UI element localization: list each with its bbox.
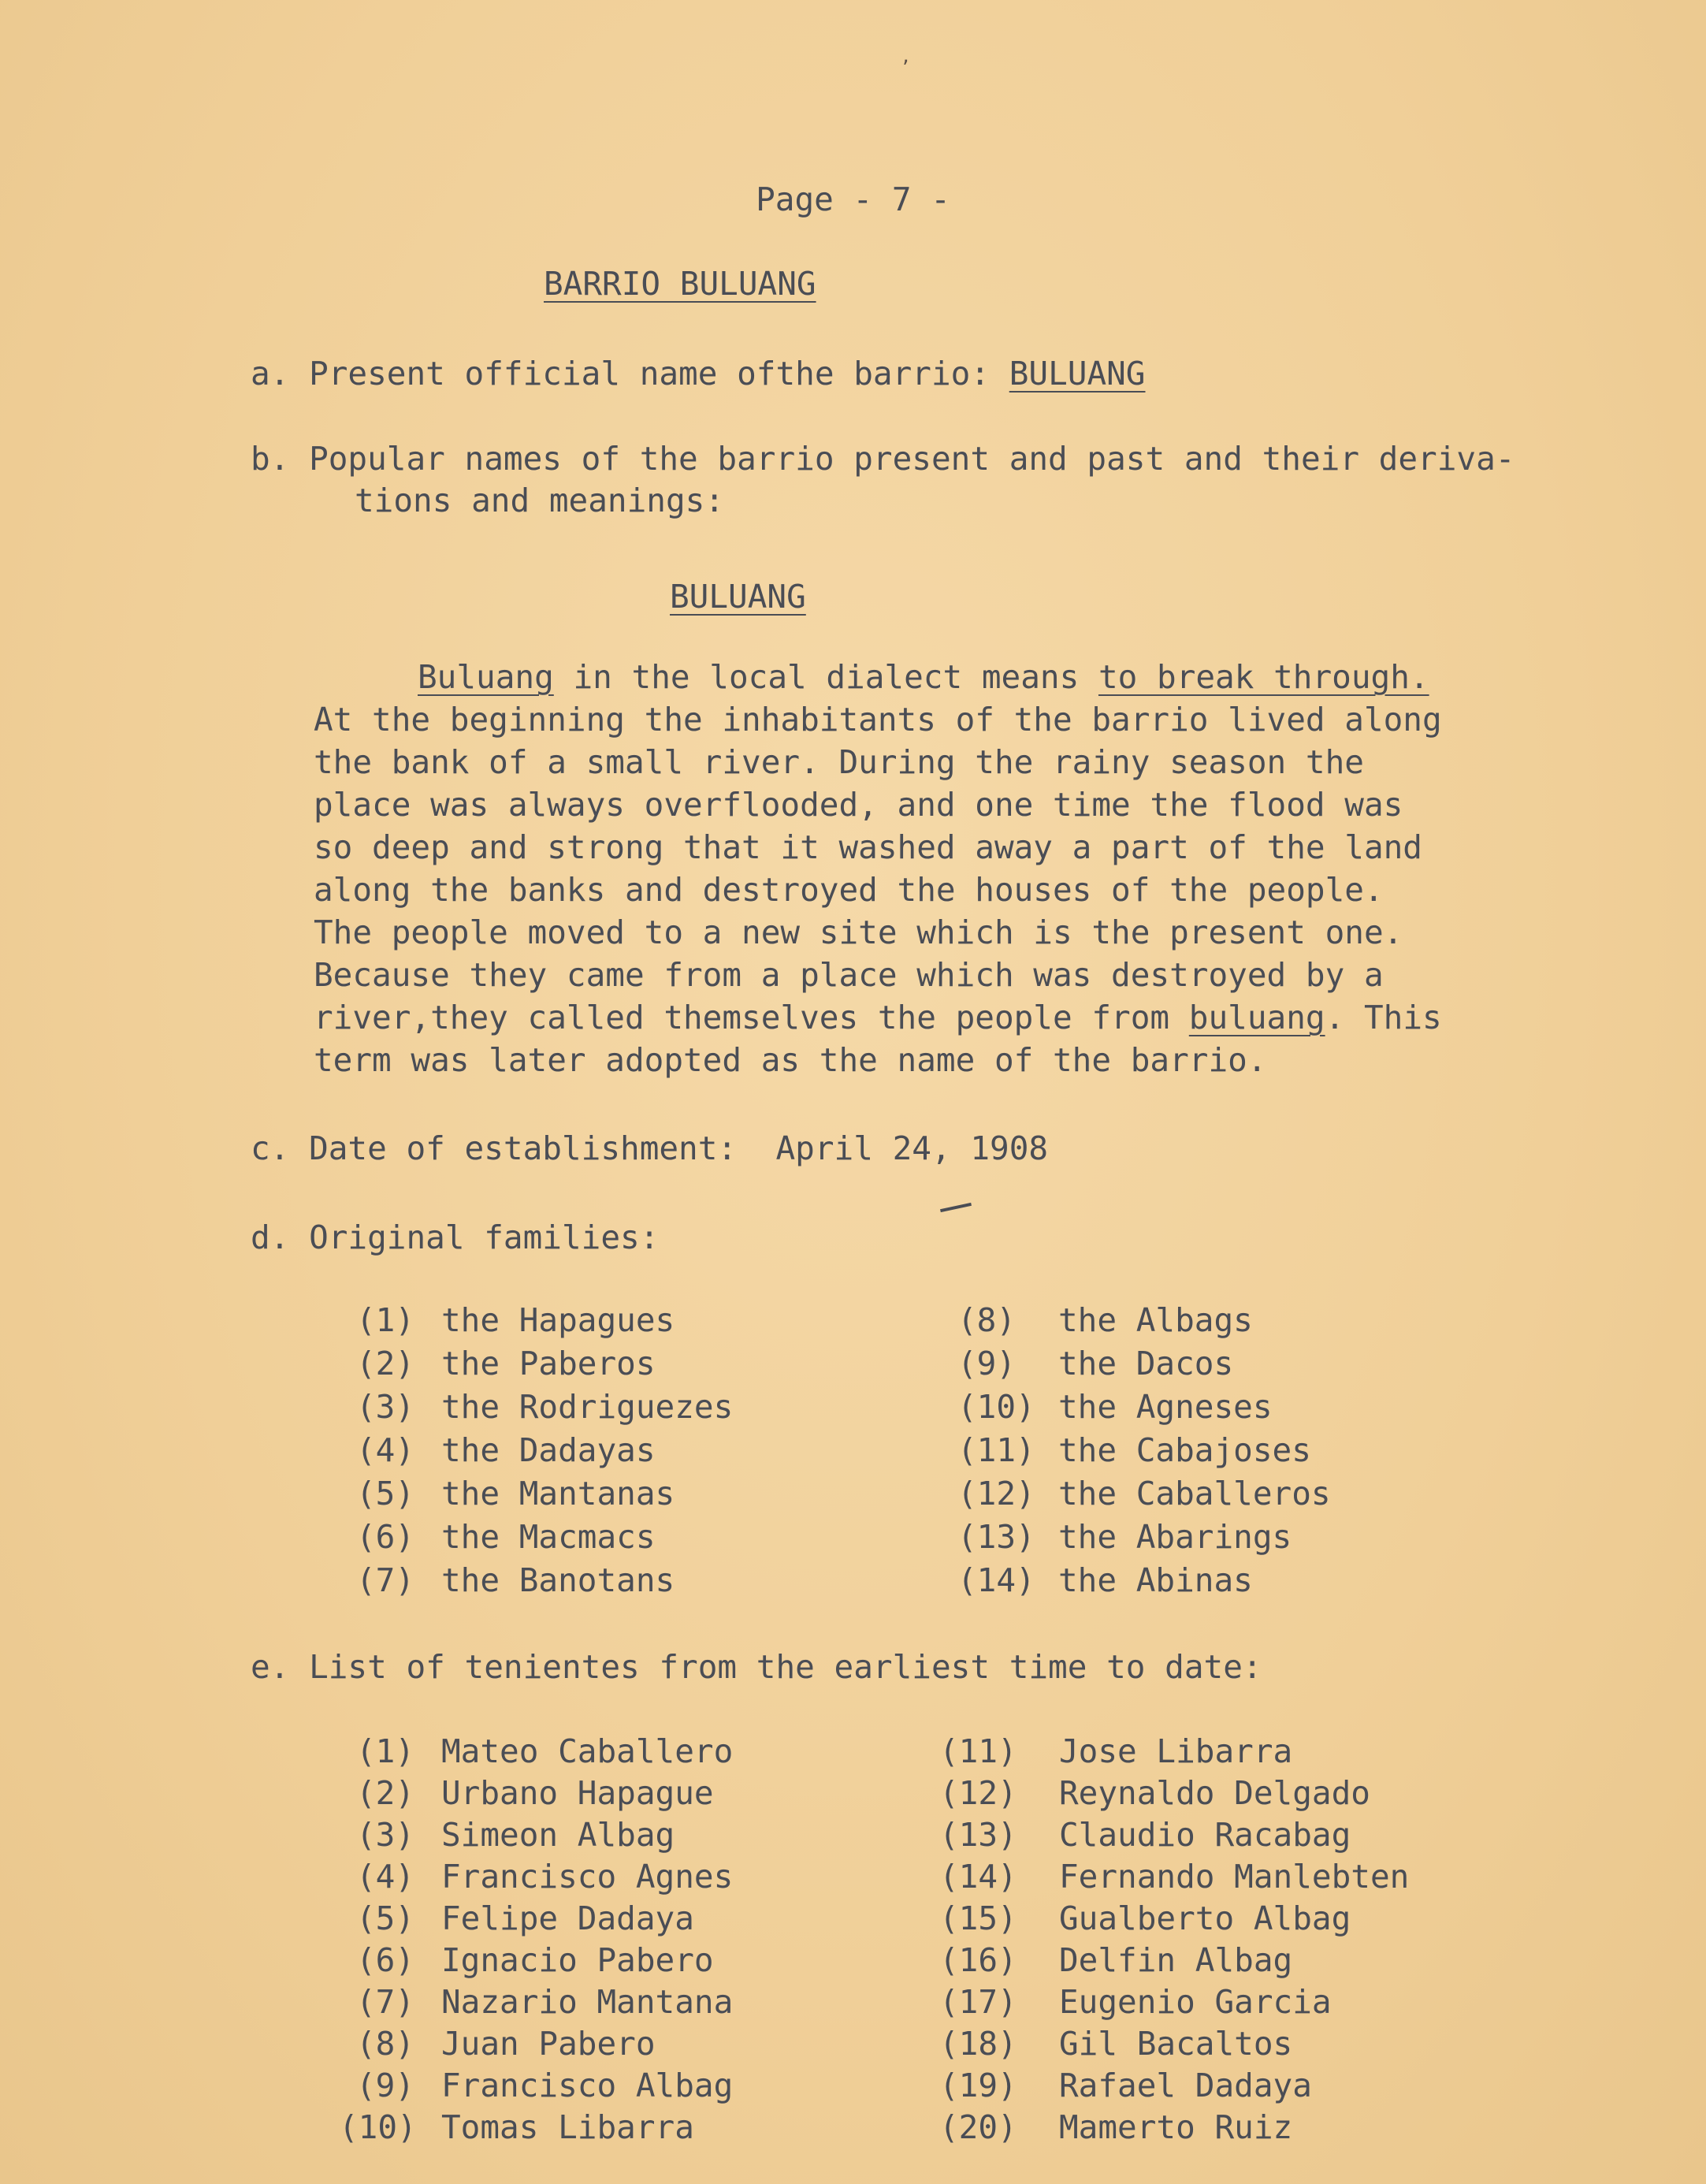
item-e — [251, 1646, 1262, 1688]
list-text: the Abarings — [1058, 1518, 1292, 1556]
list-num: (7) — [356, 1983, 415, 2021]
item-d-text: Original families: — [309, 1219, 660, 1256]
paragraph-line: place was always overflooded, and one time the flood was — [314, 786, 1403, 824]
list-text: the Dacos — [1058, 1345, 1234, 1382]
list-item — [939, 1814, 1409, 1856]
list-text: Fernando Manlebten — [1059, 1858, 1410, 1896]
list-item — [957, 1429, 1331, 1472]
list-item — [939, 2023, 1409, 2065]
list-item — [356, 1940, 733, 1981]
list-text: the Banotans — [441, 1561, 675, 1599]
list-text: Rafael Dadaya — [1059, 2067, 1312, 2104]
item-c-text: Date of establishment: — [309, 1129, 738, 1167]
list-num: (11) — [939, 1732, 1017, 1770]
list-num: (1) — [356, 1301, 415, 1339]
list-num: (11) — [957, 1431, 1035, 1469]
list-text: Reynaldo Delgado — [1059, 1774, 1370, 1812]
tenientes-column-1 — [339, 1731, 734, 2149]
list-item — [356, 1773, 733, 1814]
list-item — [957, 1299, 1331, 1342]
list-num: (8) — [356, 2025, 415, 2063]
list-num: (13) — [957, 1518, 1035, 1556]
paragraph-line: term was later adopted as the name of the barrio. — [314, 1041, 1267, 1079]
list-text: Ignacio Pabero — [441, 1941, 714, 1979]
list-text: the Cabajoses — [1058, 1431, 1311, 1469]
list-item — [356, 1898, 733, 1940]
list-item — [339, 2107, 733, 2149]
list-text: Gil Bacaltos — [1059, 2025, 1293, 2063]
line9-pre: river,they called themselves the people from — [314, 999, 1189, 1036]
list-num: (12) — [939, 1774, 1017, 1812]
list-item — [356, 1981, 733, 2023]
list-item — [957, 1472, 1331, 1516]
item-e-text: List of tenientes from the earliest time to date: — [309, 1648, 1262, 1686]
paragraph-line-1 — [418, 656, 1429, 698]
list-text: Francisco Agnes — [441, 1858, 734, 1896]
list-text: the Mantanas — [441, 1475, 675, 1512]
families-column-1 — [356, 1299, 733, 1602]
item-a-value: BULUANG — [1009, 355, 1146, 393]
item-b-line1 — [251, 437, 1515, 480]
list-text: Claudio Racabag — [1059, 1816, 1351, 1854]
paragraph-line-9 — [314, 996, 1442, 1039]
list-num: (7) — [356, 1561, 415, 1599]
list-num: (6) — [356, 1518, 415, 1556]
list-item — [356, 1386, 733, 1429]
list-num: (18) — [939, 2025, 1017, 2063]
document-title: BARRIO BULUANG — [544, 265, 816, 303]
lead-word: Buluang — [418, 658, 554, 696]
meaning: to break through. — [1098, 658, 1429, 696]
dash-mark — [940, 1203, 972, 1212]
list-num: (3) — [356, 1816, 415, 1854]
item-b-text: Popular names of the barrio present and past and their deriva- — [309, 440, 1515, 478]
list-num: (14) — [939, 1858, 1017, 1896]
list-item — [356, 1429, 733, 1472]
paragraph-line: Because they came from a place which was destroyed by a — [314, 956, 1384, 994]
tenientes-column-2 — [939, 1731, 1409, 2149]
list-text: Jose Libarra — [1059, 1732, 1293, 1770]
paragraph-line: along the banks and destroyed the houses of the people. — [314, 871, 1384, 909]
item-a-label: a. — [251, 355, 290, 393]
subtitle: BULUANG — [670, 578, 806, 616]
list-text: the Albags — [1058, 1301, 1253, 1339]
list-num: (2) — [356, 1774, 415, 1812]
ink-mark: , — [901, 47, 912, 67]
list-text: the Caballeros — [1058, 1475, 1331, 1512]
list-text: Felipe Dadaya — [441, 1899, 694, 1937]
list-num: (4) — [356, 1858, 415, 1896]
list-num: (15) — [939, 1899, 1017, 1937]
item-d — [251, 1216, 659, 1259]
list-num: (12) — [957, 1475, 1035, 1512]
list-text: the Hapagues — [441, 1301, 675, 1339]
list-item — [939, 1856, 1409, 1898]
list-item — [356, 1814, 733, 1856]
item-e-label: e. — [251, 1648, 290, 1686]
list-num: (14) — [957, 1561, 1035, 1599]
list-text: the Rodriguezes — [441, 1388, 734, 1426]
list-item — [356, 1472, 733, 1516]
list-text: the Macmacs — [441, 1518, 656, 1556]
item-a-text: Present official name ofthe barrio: — [309, 355, 991, 393]
list-item — [957, 1342, 1331, 1386]
item-c-value: April 24, 1908 — [775, 1129, 1049, 1167]
list-item — [356, 2023, 733, 2065]
list-text: Nazario Mantana — [441, 1983, 734, 2021]
list-text: Urbano Hapague — [441, 1774, 714, 1812]
list-num: (3) — [356, 1388, 415, 1426]
paragraph-line: so deep and strong that it washed away a part of the land — [314, 828, 1422, 866]
list-text: Gualberto Albag — [1059, 1899, 1351, 1937]
item-b-line2: tions and meanings: — [355, 482, 724, 519]
list-item — [356, 1856, 733, 1898]
list-item — [957, 1386, 1331, 1429]
list-item — [939, 1731, 1409, 1773]
line1-mid: in the local dialect means — [553, 658, 1098, 696]
list-item — [939, 1898, 1409, 1940]
list-item — [356, 2065, 733, 2107]
list-text: Francisco Albag — [441, 2067, 734, 2104]
list-num: (2) — [356, 1345, 415, 1382]
list-num: (5) — [356, 1899, 415, 1937]
line9-word: buluang — [1188, 999, 1325, 1036]
list-text: Juan Pabero — [441, 2025, 656, 2063]
list-num: (9) — [957, 1345, 1017, 1382]
list-num: (8) — [957, 1301, 1017, 1339]
list-text: Tomas Libarra — [441, 2108, 694, 2146]
paragraph-line: The people moved to a new site which is the present one. — [314, 913, 1403, 951]
list-num: (10) — [339, 2108, 417, 2146]
list-num: (13) — [939, 1816, 1017, 1854]
list-num: (1) — [356, 1732, 415, 1770]
item-c — [251, 1127, 1048, 1170]
families-column-2 — [957, 1299, 1331, 1602]
list-item — [356, 1299, 733, 1342]
list-item — [356, 1559, 733, 1602]
list-num: (17) — [939, 1983, 1017, 2021]
list-item — [957, 1516, 1331, 1559]
list-item — [939, 2065, 1409, 2107]
list-item — [939, 1773, 1409, 1814]
list-item — [356, 1731, 733, 1773]
line9-post: . This — [1325, 999, 1442, 1036]
list-item — [957, 1559, 1331, 1602]
paragraph-line: the bank of a small river. During the rainy season the — [314, 743, 1364, 781]
list-text: the Agneses — [1058, 1388, 1273, 1426]
list-num: (9) — [356, 2067, 415, 2104]
item-c-label: c. — [251, 1129, 290, 1167]
list-text: the Abinas — [1058, 1561, 1253, 1599]
list-text: Delfin Albag — [1059, 1941, 1293, 1979]
list-item — [939, 2107, 1409, 2149]
item-d-label: d. — [251, 1219, 290, 1256]
list-item — [356, 1516, 733, 1559]
list-item — [939, 1981, 1409, 2023]
list-text: Simeon Albag — [441, 1816, 675, 1854]
list-text: Eugenio Garcia — [1059, 1983, 1332, 2021]
list-num: (5) — [356, 1475, 415, 1512]
list-num: (6) — [356, 1941, 415, 1979]
list-text: Mamerto Ruiz — [1059, 2108, 1293, 2146]
list-num: (16) — [939, 1941, 1017, 1979]
list-num: (20) — [939, 2108, 1017, 2146]
item-b-label: b. — [251, 440, 290, 478]
list-num: (4) — [356, 1431, 415, 1469]
list-num: (19) — [939, 2067, 1017, 2104]
item-a — [251, 352, 1146, 395]
list-text: the Paberos — [441, 1345, 656, 1382]
page-header: Page - 7 - — [756, 180, 950, 218]
list-item — [939, 1940, 1409, 1981]
list-text: the Dadayas — [441, 1431, 656, 1469]
list-num: (10) — [957, 1388, 1035, 1426]
paragraph-line: At the beginning the inhabitants of the barrio lived along — [314, 701, 1442, 739]
list-item — [356, 1342, 733, 1386]
list-text: Mateo Caballero — [441, 1732, 734, 1770]
